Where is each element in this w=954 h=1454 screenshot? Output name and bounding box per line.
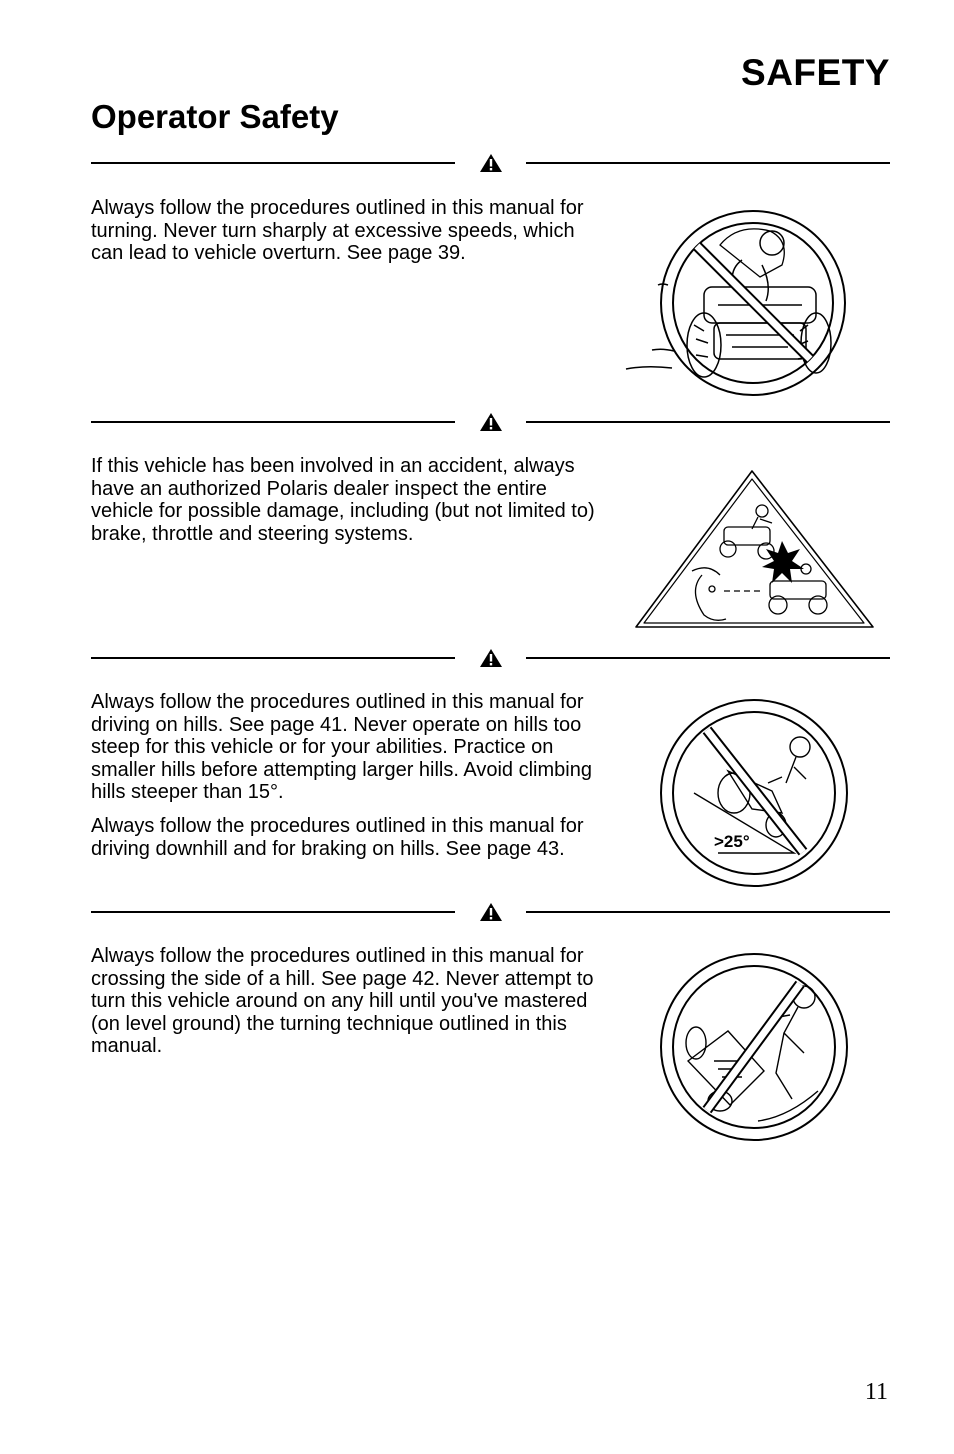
- warning-text: Always follow the procedures outlined in this manual for turning. Never turn sharply at excessive speeds, which can lead to vehicle overturn. See page 39.: [91, 197, 584, 265]
- divider-line: [91, 911, 455, 913]
- warning-divider: [91, 153, 890, 173]
- divider-line: [91, 421, 455, 423]
- steep-hill-drawing: [658, 697, 850, 889]
- divider-line: [91, 162, 455, 164]
- divider-line: [526, 421, 890, 423]
- warning-text: Always follow the procedures outlined in this manual for driving downhill and for braking on hills. See page 43.: [91, 815, 584, 860]
- page-heading: Operator Safety: [91, 98, 339, 135]
- section-title: SAFETY: [741, 52, 890, 93]
- warning-triangle-icon: [479, 902, 503, 922]
- slope-angle-label: >25°: [714, 832, 750, 851]
- divider-line: [91, 657, 455, 659]
- warning-divider: [91, 648, 890, 668]
- no-sidehill-turn-prohibition-illustration: [658, 951, 850, 1143]
- divider-line: [526, 657, 890, 659]
- warning-text: Always follow the procedures outlined in this manual for crossing the side of a hill. See page 42. Never attempt to turn this vehicle around on any hill until you've mastered (on level ground) the turning technique outlined in this manual.: [91, 945, 594, 1058]
- divider-line: [526, 911, 890, 913]
- no-steep-hill-prohibition-illustration: [658, 697, 850, 889]
- warning-text: If this vehicle has been involved in an accident, always have an authorized Polaris dealer inspect the entire vehicle for possible damage, including (but not limited to) brake, throttle and steering systems.: [91, 455, 595, 545]
- page-number: 11: [864, 1379, 888, 1405]
- no-sharp-turn-prohibition-illustration: [622, 205, 854, 400]
- warning-divider: [91, 902, 890, 922]
- warning-divider: [91, 412, 890, 432]
- warning-text: Always follow the procedures outlined in this manual for driving on hills. See page 41. Never operate on hills too steep for this vehicle or for your abilities. Practice on smaller hills before attempting larger hills. Avoid climbing hills steeper than 15°.: [91, 691, 592, 804]
- warning-triangle-icon: [479, 412, 503, 432]
- accident-inspection-warning-illustration: [632, 467, 877, 633]
- warning-triangle-icon: [479, 648, 503, 668]
- warning-triangle-icon: [479, 153, 503, 173]
- divider-line: [526, 162, 890, 164]
